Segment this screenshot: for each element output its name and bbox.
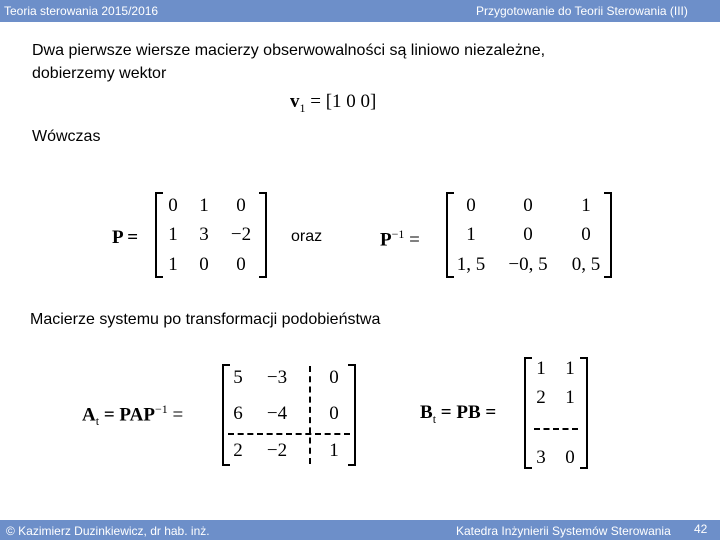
Pinv-cell: 0 [581,224,591,245]
slide-footer [0,520,720,540]
At-matrix [222,364,356,466]
P-cell: 0 [236,254,246,275]
Pinv-cell: 1 [581,195,591,216]
Bt-expression: = PB = [440,402,497,423]
Bt-cell: 1 [565,358,575,379]
Bt-cell: 0 [565,447,575,468]
intro-line-1: Dwa pierwsze wiersze macierzy obserwowalności są liniowo niezależne, [32,42,546,59]
Bt-cell: 3 [536,447,546,468]
Pinv-cell: 0 [466,195,476,216]
Pinv-cell: 0 [523,195,533,216]
Bt-matrix [524,357,588,469]
At-equals: = [172,404,184,426]
Bt-partition-horizontal [534,428,578,430]
At-cell: −4 [266,403,288,424]
course-title: Teoria sterowania 2015/2016 [4,4,159,18]
v1-value: = [1 0 0] [310,91,377,112]
At-symbol: A [82,404,96,426]
Bt-cell: 2 [536,387,546,408]
Bt-label [420,402,496,427]
At-cell: −3 [266,367,288,388]
P-cell: 0 [168,195,178,216]
and-label: oraz [291,228,323,245]
Pinv-equals: = [409,229,420,251]
department: Katedra Inżynierii Systemów Sterowania [456,524,671,538]
P-cell: 3 [199,224,209,245]
At-cell: −2 [266,440,288,461]
At-superscript: −1 [154,402,168,416]
P-label: P = [112,227,139,248]
Pinv-cell: 0 [523,224,533,245]
Bt-cell: 1 [565,387,575,408]
P-cell: 0 [236,195,246,216]
slide-header [0,0,720,22]
Pinv-cell: 1, 5 [456,254,486,275]
P-cell: 1 [168,224,178,245]
intro-line-2: dobierzemy wektor [32,65,167,82]
P-cell: 1 [199,195,209,216]
then-label: Wówczas [32,128,101,145]
At-cell: 2 [233,440,243,461]
v1-equation [290,91,376,116]
At-label [82,402,183,429]
P-matrix [155,192,267,278]
At-expression: = PAP [103,404,155,426]
At-cell: 0 [329,367,339,388]
At-cell: 5 [233,367,243,388]
page-number: 42 [694,522,708,536]
Pinv-cell: 1 [466,224,476,245]
lecture-title: Przygotowanie do Teorii Sterowania (III) [476,4,688,18]
Pinv-label [380,227,420,251]
At-cell: 0 [329,403,339,424]
v1-subscript: 1 [299,100,306,115]
Pinv-symbol: P [380,229,392,251]
transform-heading: Macierze systemu po transformacji podobieństwa [30,311,381,328]
Bt-cell: 1 [536,358,546,379]
Bt-symbol: B [420,402,433,423]
At-subscript: t [95,414,100,429]
Pinv-cell: −0, 5 [508,254,548,275]
Pinv-cell: 0, 5 [571,254,601,275]
author: © Kazimierz Duzinkiewicz, dr hab. inż. [6,524,210,538]
P-cell: 1 [168,254,178,275]
At-partition-horizontal [228,433,350,435]
At-cell: 6 [233,403,243,424]
Pinv-superscript: −1 [391,227,405,241]
P-cell: −2 [230,224,252,245]
Pinv-matrix [446,192,612,278]
Bt-subscript: t [432,411,437,426]
At-cell: 1 [329,440,339,461]
v1-symbol: v [290,91,300,112]
P-cell: 0 [199,254,209,275]
